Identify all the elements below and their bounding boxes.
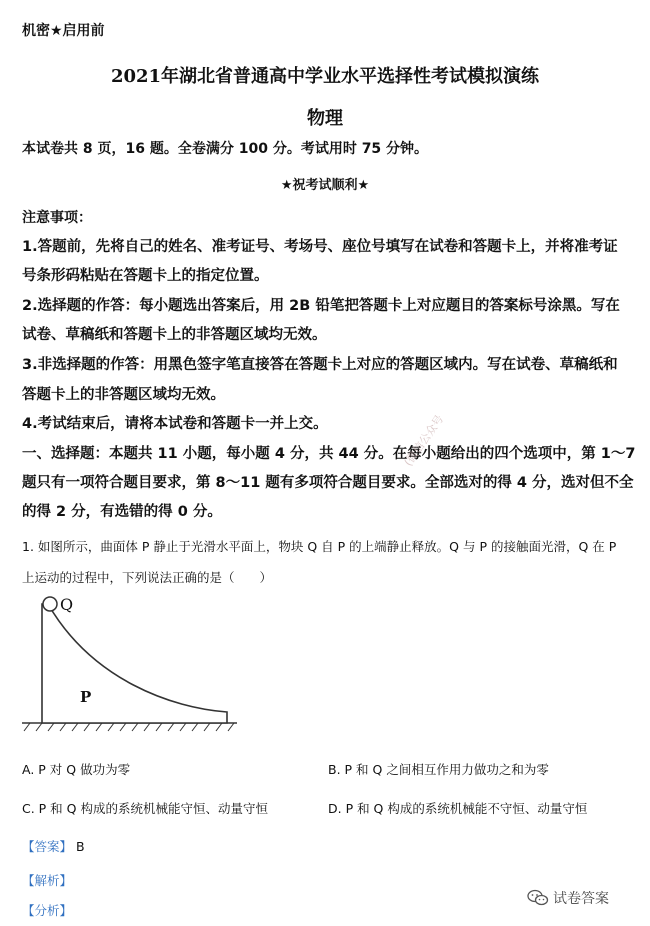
option-d: D. P 和 Q 构成的系统机械能不守恒、动量守恒 xyxy=(328,801,588,816)
notes-line: 答题卡上的非答题区域均无效。 xyxy=(22,387,225,403)
question-1-stem: 1. 如图所示，曲面体 P 静止于光滑水平面上，物块 Q 自 P 的上端静止释放。Q 与 P 的接触面光滑，Q 在 P xyxy=(22,539,617,554)
notes-line: 2.选择题的作答：每小题选出答案后，用 2B 铅笔把答题卡上对应题目的答案标号涂黑。写在 xyxy=(22,298,620,314)
label-p: P xyxy=(80,688,92,706)
analysis-tag: 【解析】 xyxy=(22,873,73,888)
brand-mark xyxy=(527,888,609,908)
section-heading-line: 一、选择题：本题共 11 小题，每小题 4 分，共 44 分。在每小题给出的四个选项中，第 1～7 xyxy=(22,446,636,462)
subject-title: 物理 xyxy=(307,108,343,129)
notes-line: 3.非选择题的作答：用黑色签字笔直接答在答题卡上对应的答题区域内。写在试卷、草稿纸和 xyxy=(22,357,618,373)
breakdown-line xyxy=(22,901,72,919)
notes-line: 4.考试结束后，请将本试卷和答题卡一并上交。 xyxy=(22,416,328,432)
answer-line xyxy=(22,837,85,855)
breakdown-tag: 【分析】 xyxy=(22,903,73,918)
section-heading-line: 题只有一项符合题目要求，第 8～11 题有多项符合题目要求。全部选对的得 4 分，选对但不全 xyxy=(22,475,634,491)
option-a: A. P 对 Q 做功为零 xyxy=(22,762,131,777)
notes-line: 号条形码粘贴在答题卡上的指定位置。 xyxy=(22,268,269,284)
notes-line: 1.答题前，先将自己的姓名、准考证号、考场号、座位号填写在试卷和答题卡上，并将准考证 xyxy=(22,239,618,255)
notes-heading: 注意事项： xyxy=(22,210,92,226)
question-1-figure xyxy=(22,590,242,739)
wechat-icon xyxy=(527,889,549,907)
exam-title: 2021年湖北省普通高中学业水平选择性考试模拟演练 xyxy=(110,66,540,87)
option-c: C. P 和 Q 构成的系统机械能守恒、动量守恒 xyxy=(22,801,268,816)
answer-value: B xyxy=(76,839,85,854)
notes-line: 试卷、草稿纸和答题卡上的非答题区域均无效。 xyxy=(22,327,327,343)
section-heading-line: 的得 2 分，有选错的得 0 分。 xyxy=(22,504,222,520)
confidential-label: 机密★启用前 xyxy=(22,23,105,39)
brand-text: 试卷答案 xyxy=(553,891,609,907)
wish-line: ★祝考试顺利★ xyxy=(280,178,370,193)
analysis-line xyxy=(22,871,72,889)
exam-info: 本试卷共 8 页，16 题。全卷满分 100 分。考试用时 75 分钟。 xyxy=(22,141,429,157)
question-1-stem: 上运动的过程中，下列说法正确的是（ ） xyxy=(22,570,273,585)
label-q: Q xyxy=(60,595,74,614)
answer-tag: 【答案】 xyxy=(22,839,73,854)
option-b: B. P 和 Q 之间相互作用力做功之和为零 xyxy=(328,762,549,777)
watermark: (微信公众号 xyxy=(401,412,447,469)
curved-block-diagram xyxy=(22,590,242,735)
